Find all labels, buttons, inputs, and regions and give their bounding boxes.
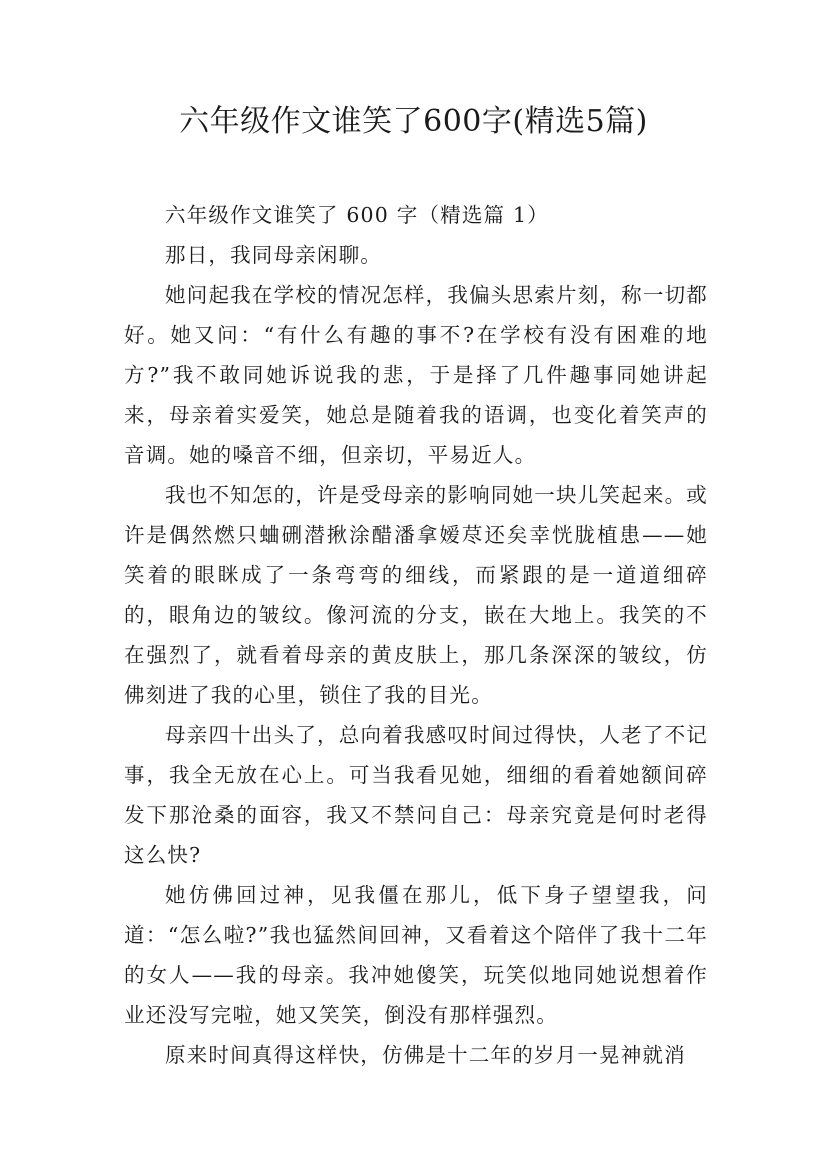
paragraph: 她问起我在学校的情况怎样，我偏头思索片刻，称一切都好。她又问：“有什么有趣的事不?在学校有没有困难的地方?”我不敢同她诉说我的悲，于是择了几件趣事同她讲起来，母亲着实爱笑，她总是随着我的语调，也变化着笑声的音调。她的嗓音不细，但亲切，平易近人。 [124, 283, 708, 467]
paragraph: 那日，我同母亲闲聊。 [165, 243, 382, 267]
document-body [124, 195, 708, 1075]
document-title: 六年级作文谁笑了600字(精选5篇) [179, 104, 648, 139]
paragraph: 原来时间真得这样快，仿佛是十二年的岁月一晃神就消 [165, 1043, 686, 1067]
paragraph: 我也不知怎的，许是受母亲的影响同她一块儿笑起来。或许是偶然燃只蛐硎潜揪涂醋潘拿嫒荩还矣幸恍胧植患——她笑着的眼眯成了一条弯弯的细线，而紧跟的是一道道细碎的，眼角边的皱纹。像河流的分支，嵌在大地上。我笑的不在强烈了，就看着母亲的黄皮肤上，那几条深深的皱纹，仿佛刻进了我的心里，锁住了我的目光。 [124, 483, 708, 707]
paragraph: 母亲四十出头了，总向着我感叹时间过得快，人老了不记事，我全无放在心上。可当我看见她，细细的看着她额间碎发下那沧桑的面容，我又不禁问自己：母亲究竟是何时老得这么快? [124, 723, 708, 867]
paragraph: 她仿佛回过神，见我僵在那儿，低下身子望望我，问道：“怎么啦?”我也猛然间回神，又看着这个陪伴了我十二年的女人——我的母亲。我冲她傻笑，玩笑似地同她说想着作业还没写完啦，她又笑笑，倒没有那样强烈。 [124, 883, 708, 1027]
paragraph-subtitle: 六年级作文谁笑了 600 字（精选篇 1） [165, 203, 549, 227]
